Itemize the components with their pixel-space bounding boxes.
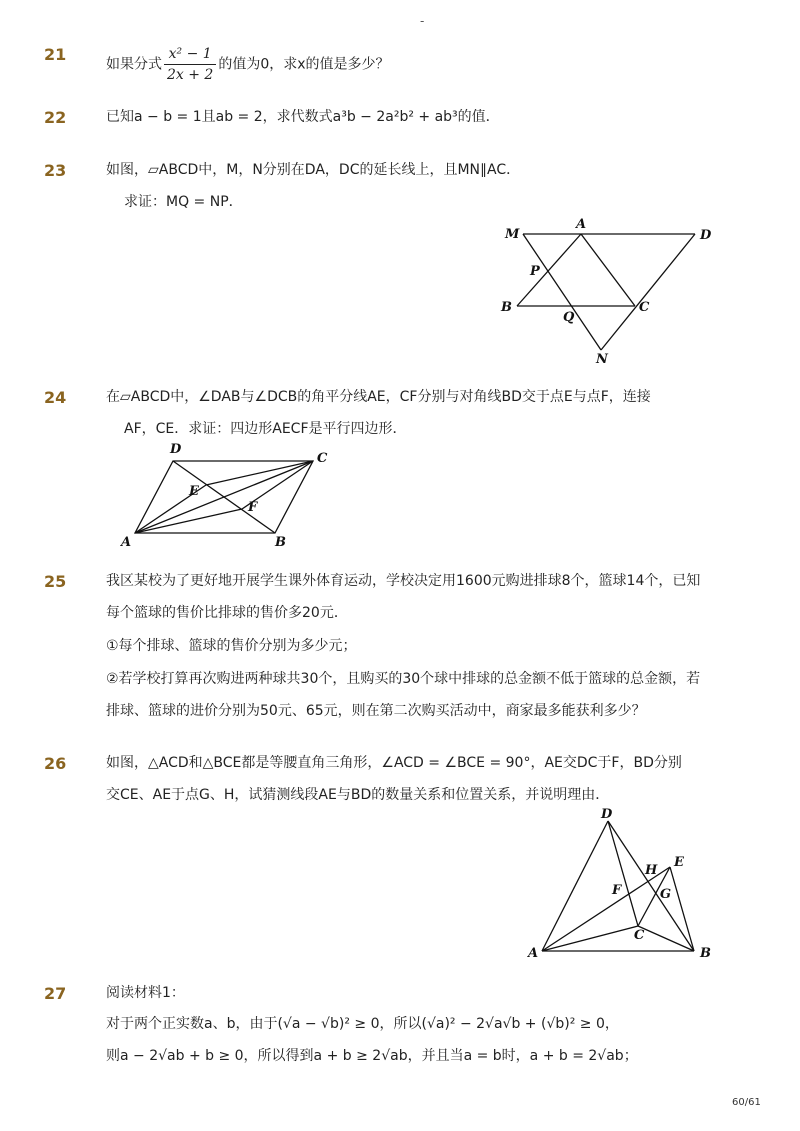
question-number-27: 27: [44, 984, 67, 1003]
question-25-line1: 我区某校为了更好地开展学生课外体育运动，学校决定用1600元购进排球8个，篮球14个，已知: [106, 573, 701, 589]
q24-label-A: A: [121, 535, 132, 550]
q24-figure: [115, 440, 340, 550]
q23-label-N: N: [596, 352, 608, 367]
q26-line-AE: [542, 867, 670, 951]
q26-figure: [520, 805, 720, 965]
q24-label-F: F: [248, 500, 258, 515]
q21-frac-num: x² − 1: [164, 44, 216, 65]
q23-label-M: M: [505, 227, 520, 242]
question-21-text: [106, 44, 390, 85]
q24-label-D: D: [170, 442, 182, 457]
q26-edge-EB: [670, 867, 694, 951]
q24-line-CE: [206, 461, 313, 485]
question-number-26: 26: [44, 754, 67, 773]
q26-edge-DC: [608, 821, 638, 926]
q26-label-C: C: [634, 928, 645, 943]
question-27-line2: 对于两个正实数a、b，由于(√a − √b)² ≥ 0，所以(√a)² − 2√a√b + (√b)² ≥ 0，: [106, 1016, 619, 1032]
question-27-line1: 阅读材料1：: [106, 985, 185, 1001]
page-number: 60/61: [732, 1097, 761, 1108]
q26-label-H: H: [645, 863, 658, 878]
question-24-line1: 在▱ABCD中，∠DAB与∠DCB的角平分线AE，CF分别与对角线BD交于点E与点F，连接: [106, 389, 651, 405]
q26-label-F: F: [612, 883, 622, 898]
q26-label-B: B: [700, 946, 711, 961]
q23-line-MN: [523, 234, 601, 350]
question-number-22: 22: [44, 108, 67, 127]
question-23-line2: 求证：MQ = NP．: [124, 194, 243, 210]
q21-post: 的值为0，求x的值是多少？: [218, 56, 390, 73]
q26-label-A: A: [528, 946, 539, 961]
question-26-line1: 如图，△ACD和△BCE都是等腰直角三角形，∠ACD = ∠BCE = 90°，AE交DC于F，BD分别: [106, 755, 682, 771]
question-25-line2: 每个篮球的售价比排球的售价多20元．: [106, 605, 348, 621]
question-23-line1: 如图，▱ABCD中，M，N分别在DA，DC的延长线上，且MN∥AC．: [106, 162, 521, 178]
q23-figure: [495, 215, 725, 370]
question-number-25: 25: [44, 572, 67, 591]
question-24-line2: AF，CE．求证：四边形AECF是平行四边形．: [124, 421, 407, 437]
q24-label-B: B: [275, 535, 286, 550]
q24-label-C: C: [317, 451, 328, 466]
question-number-23: 23: [44, 161, 67, 180]
q26-label-D: D: [601, 807, 613, 822]
q26-edge-AC: [542, 926, 638, 951]
q24-label-E: E: [189, 484, 199, 499]
q24-diag-AC: [135, 461, 313, 533]
q23-label-Q: Q: [563, 310, 575, 325]
q21-frac-den: 2x + 2: [167, 67, 214, 83]
q23-diag-AC: [581, 234, 635, 306]
q23-label-A: A: [576, 217, 587, 232]
question-number-24: 24: [44, 388, 67, 407]
q24-line-AF: [135, 509, 242, 533]
q23-label-D: D: [700, 228, 712, 243]
header-mark: -: [420, 14, 425, 28]
question-27-line3: 则a − 2√ab + b ≥ 0，所以得到a + b ≥ 2√ab，并且当a = b时，a + b = 2√ab；: [106, 1048, 638, 1064]
q23-label-B: B: [501, 300, 512, 315]
q21-fraction: [164, 44, 216, 85]
q23-label-C: C: [639, 300, 650, 315]
question-22-text: 已知a − b = 1且ab = 2，求代数式a³b − 2a²b² + ab³的值．: [106, 109, 500, 125]
q21-pre: 如果分式: [106, 56, 162, 73]
q26-label-G: G: [660, 887, 672, 902]
question-25-line3: ①每个排球、篮球的售价分别为多少元；: [106, 638, 357, 654]
q23-label-P: P: [530, 264, 540, 279]
q26-edge-AD: [542, 821, 608, 951]
question-26-line2: 交CE、AE于点G、H，试猜测线段AE与BD的数量关系和位置关系，并说明理由．: [106, 787, 610, 803]
question-25-line5: 排球、篮球的进价分别为50元、65元，则在第二次购买活动中，商家最多能获利多少？: [106, 703, 646, 719]
q23-edge-DN: [601, 234, 695, 350]
question-number-21: 21: [44, 45, 67, 64]
question-25-line4: ②若学校打算再次购进两种球共30个，且购买的30个球中排球的总金额不低于篮球的总金额，若: [106, 671, 701, 687]
q23-edge-AB: [517, 234, 581, 306]
q26-label-E: E: [674, 855, 684, 870]
